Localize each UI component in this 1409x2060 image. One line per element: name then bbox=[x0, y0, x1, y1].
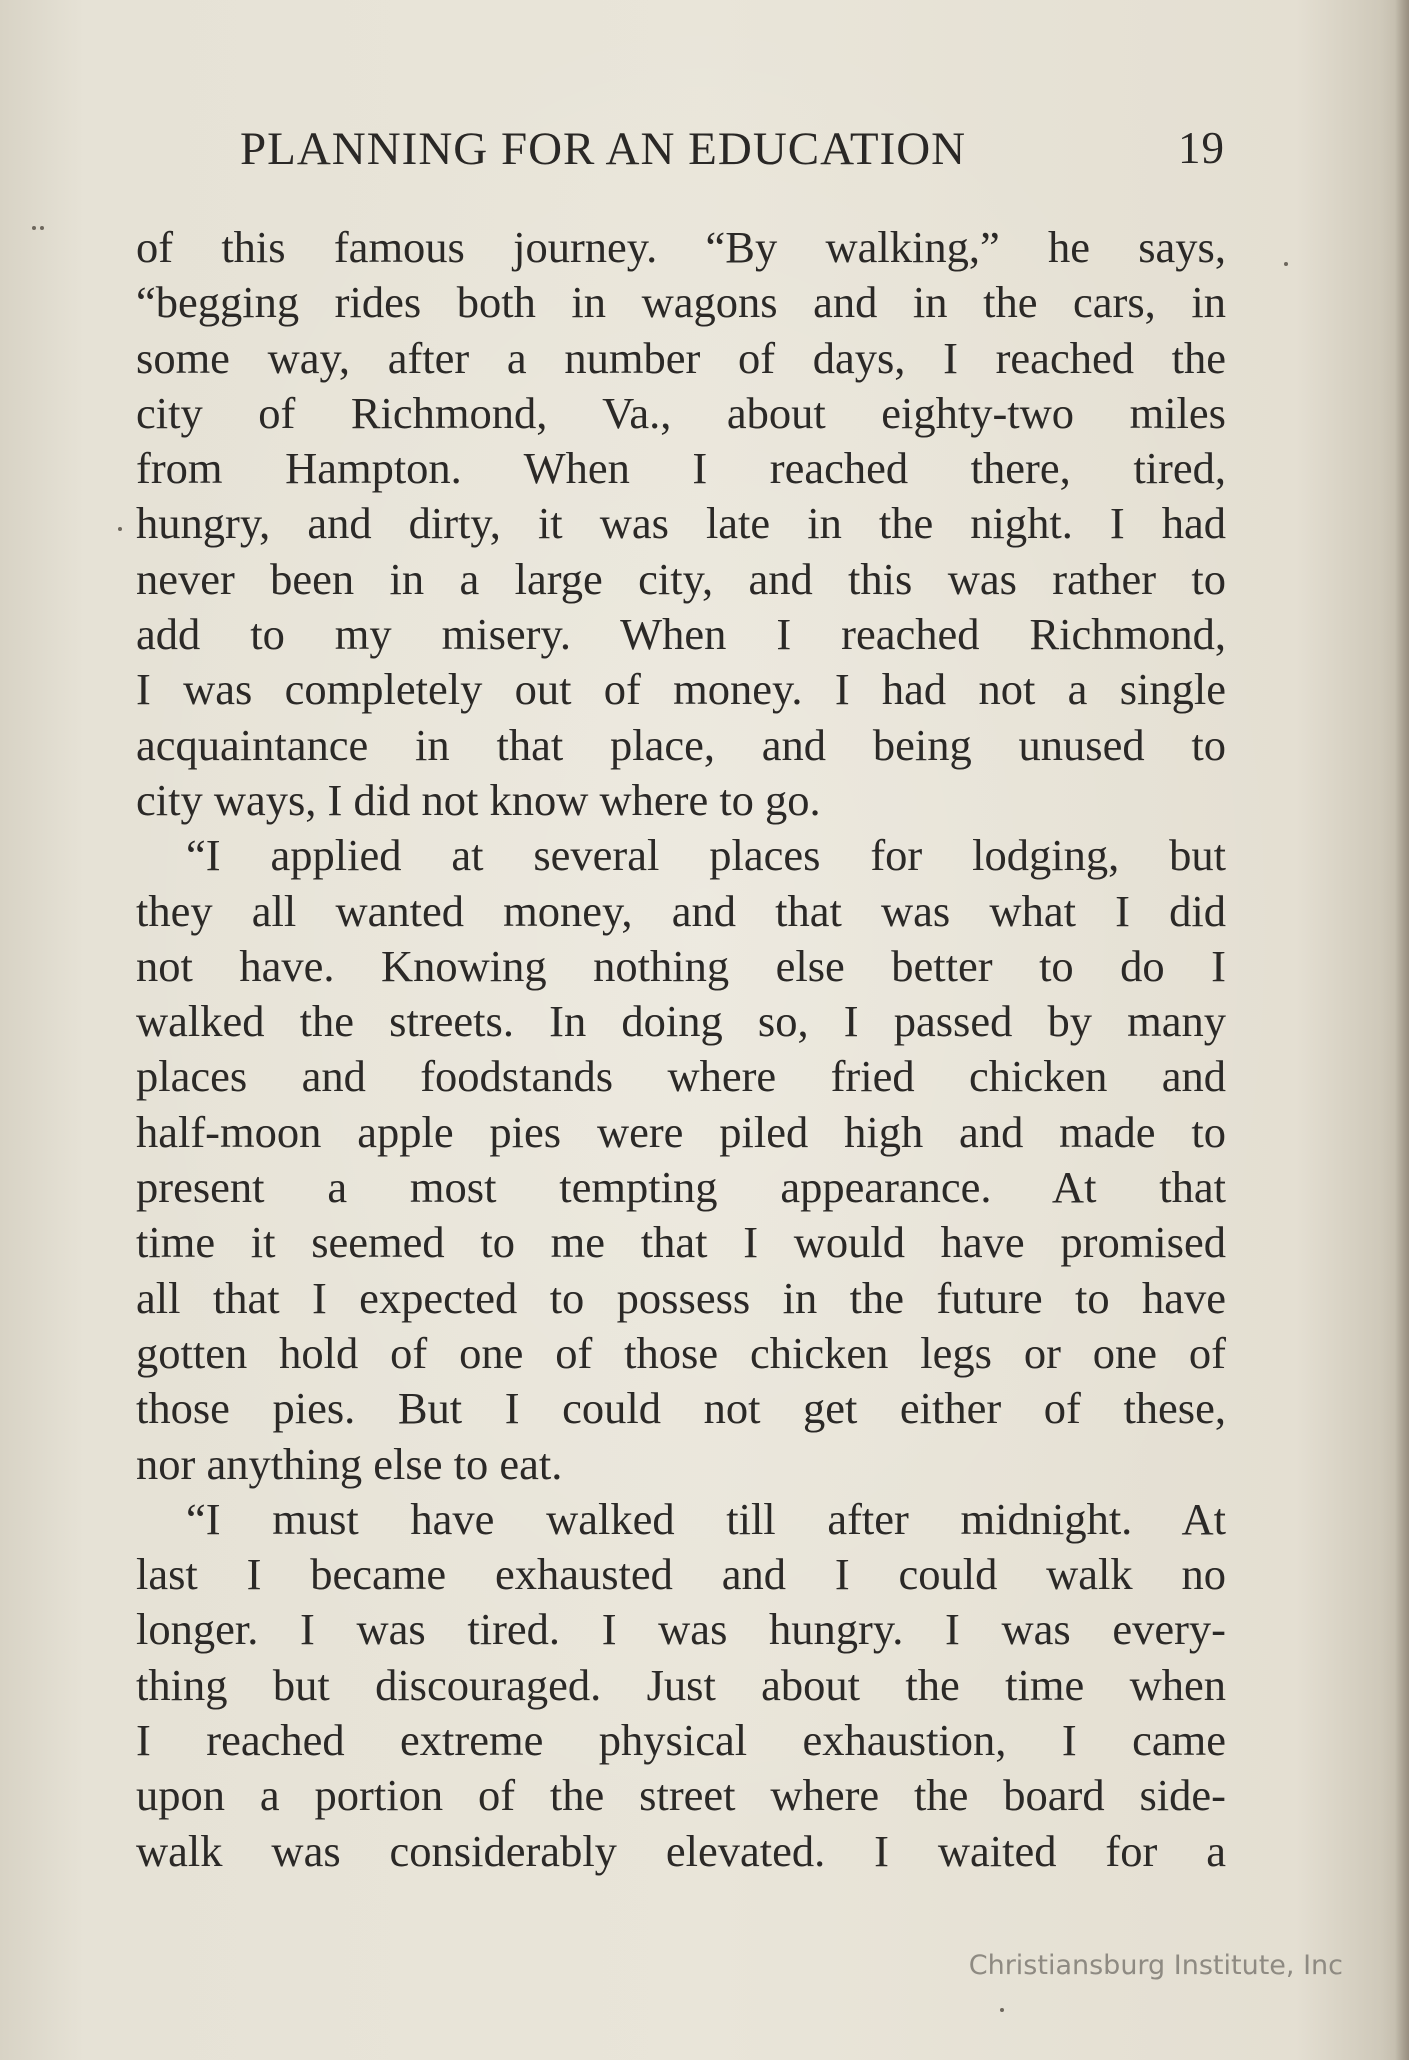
text-line: thing but discouraged. Just about the time when bbox=[136, 1659, 1226, 1710]
text-line: not have. Knowing nothing else better to do I bbox=[136, 940, 1226, 991]
text-line: add to my misery. When I reached Richmond, bbox=[136, 609, 1226, 660]
text-line: longer. I was tired. I was hungry. I was every- bbox=[136, 1604, 1226, 1655]
text-line: I reached extreme physical exhaustion, I came bbox=[136, 1715, 1226, 1766]
text-line: acquaintance in that place, and being unused to bbox=[136, 719, 1226, 770]
text-line: time it seemed to me that I would have promised bbox=[136, 1217, 1226, 1268]
running-header bbox=[240, 122, 1225, 182]
watermark-credit: Christiansburg Institute, Inc bbox=[968, 1950, 1343, 1981]
text-line: they all wanted money, and that was what I did bbox=[136, 885, 1226, 936]
text-line: last I became exhausted and I could walk no bbox=[136, 1549, 1226, 1600]
text-line: upon a portion of the street where the board side- bbox=[136, 1770, 1226, 1821]
text-line: “begging rides both in wagons and in the cars, in bbox=[136, 277, 1226, 328]
body-text bbox=[136, 220, 1226, 1879]
text-line: of this famous journey. “By walking,” he says, bbox=[136, 222, 1226, 272]
text-line: places and foodstands where fried chicken and bbox=[136, 1051, 1226, 1102]
paper-speck bbox=[1000, 2008, 1004, 2012]
page-number: 19 bbox=[1178, 123, 1225, 173]
text-line: I was completely out of money. I had not a single bbox=[136, 664, 1226, 715]
paper-speck bbox=[40, 226, 44, 230]
text-line: city ways, I did not know where to go. bbox=[136, 774, 821, 825]
text-line: “I applied at several places for lodging, but bbox=[186, 830, 1226, 881]
running-title: PLANNING FOR AN EDUCATION bbox=[240, 123, 967, 175]
text-line: “I must have walked till after midnight. At bbox=[186, 1493, 1226, 1544]
text-line: hungry, and dirty, it was late in the night. I had bbox=[136, 498, 1226, 549]
text-line: gotten hold of one of those chicken legs or one of bbox=[136, 1327, 1226, 1378]
paper-speck bbox=[118, 527, 122, 531]
text-line: all that I expected to possess in the future to have bbox=[136, 1272, 1226, 1323]
text-line: city of Richmond, Va., about eighty-two miles bbox=[136, 387, 1226, 438]
text-line: nor anything else to eat. bbox=[136, 1438, 563, 1489]
paper-speck bbox=[1284, 262, 1288, 266]
text-line: present a most tempting appearance. At that bbox=[136, 1162, 1226, 1213]
text-line: half-moon apple pies were piled high and made to bbox=[136, 1106, 1226, 1157]
text-line: walked the streets. In doing so, I passed by many bbox=[136, 996, 1226, 1047]
paper-speck bbox=[32, 226, 36, 230]
text-line: never been in a large city, and this was rather to bbox=[136, 553, 1226, 604]
text-line: some way, after a number of days, I reached the bbox=[136, 332, 1226, 383]
text-line: from Hampton. When I reached there, tired, bbox=[136, 443, 1226, 494]
text-line: walk was considerably elevated. I waited for a bbox=[136, 1825, 1226, 1876]
text-line: those pies. But I could not get either of these, bbox=[136, 1383, 1226, 1434]
